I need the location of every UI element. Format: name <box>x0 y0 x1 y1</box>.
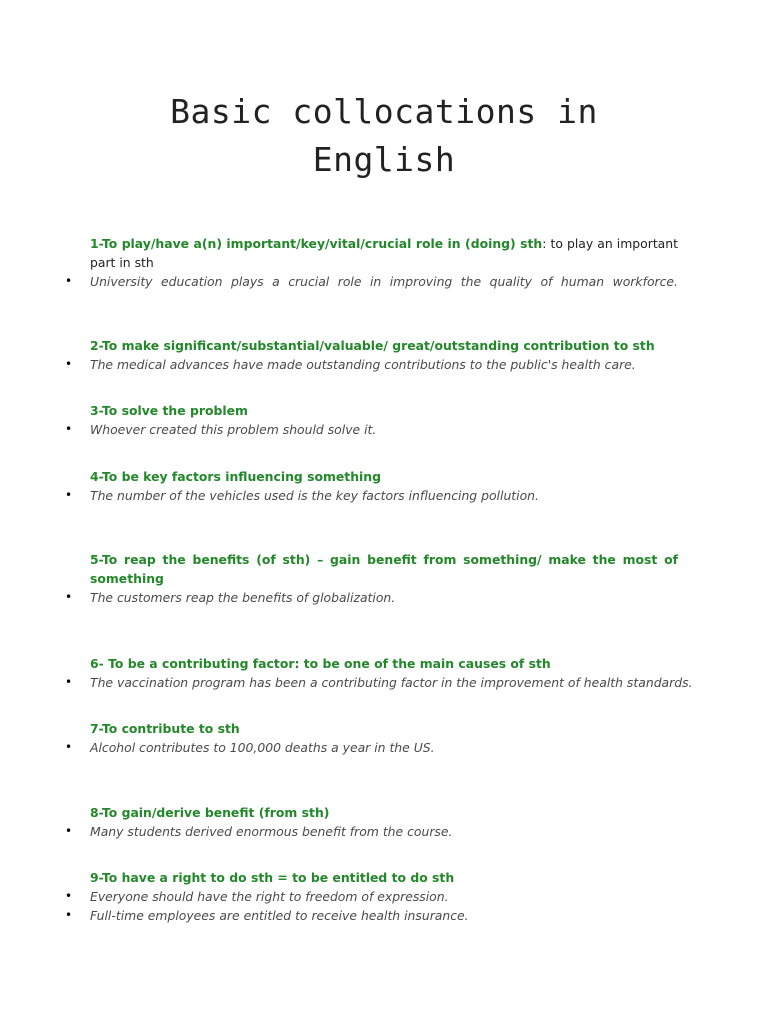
collocation-entry-1 <box>65 234 678 291</box>
example-text: Whoever created this problem should solve it. <box>90 422 377 437</box>
title-line-1: Basic collocations in <box>170 92 598 131</box>
collocation-heading: 2-To make significant/substantial/valuable/ great/outstanding contribution to sth <box>90 338 655 353</box>
collocation-entry-5 <box>65 550 678 607</box>
collocation-entry-7 <box>65 719 678 757</box>
example-text: The medical advances have made outstanding contributions to the public's health care. <box>90 357 636 372</box>
collocation-heading: 7-To contribute to sth <box>90 721 240 736</box>
example-sentence <box>65 486 678 505</box>
example-sentence <box>65 355 678 374</box>
example-text: The customers reap the benefits of globalization. <box>90 590 396 605</box>
title-line-2: English <box>312 140 456 179</box>
collocation-definition: : to play an important part in sth <box>90 236 678 270</box>
example-sentence <box>65 822 678 841</box>
example-text: University education plays a crucial role in improving the quality of human workforce. <box>90 274 678 289</box>
example-sentence <box>65 887 678 906</box>
collocation-entry-3 <box>65 401 678 439</box>
collocation-heading: 4-To be key factors influencing something <box>90 469 381 484</box>
bullet-icon: • <box>65 908 73 922</box>
collocation-entry-2 <box>65 336 678 374</box>
example-text: Full-time employees are entitled to receive health insurance. <box>90 908 469 923</box>
bullet-icon: • <box>65 889 73 903</box>
bullet-icon: • <box>65 824 73 838</box>
bullet-icon: • <box>65 422 73 436</box>
bullet-icon: • <box>65 488 73 502</box>
collocation-heading <box>90 234 678 272</box>
bullet-icon: • <box>65 740 73 754</box>
collocation-heading-text: 1-To play/have a(n) important/key/vital/crucial role in (doing) sth <box>90 236 543 251</box>
collocation-heading: 6- To be a contributing factor: to be one of the main causes of sth <box>90 656 551 671</box>
collocation-entry-9 <box>65 868 678 925</box>
example-text: Everyone should have the right to freedom of expression. <box>90 889 449 904</box>
example-sentence <box>65 673 693 692</box>
example-text: The number of the vehicles used is the key factors influencing pollution. <box>90 488 539 503</box>
example-text: Many students derived enormous benefit from the course. <box>90 824 453 839</box>
bullet-icon: • <box>65 274 73 288</box>
example-sentence <box>65 272 678 291</box>
example-sentence <box>65 906 678 925</box>
collocation-heading: 8-To gain/derive benefit (from sth) <box>90 805 330 820</box>
collocation-entry-4 <box>65 467 678 505</box>
example-sentence <box>65 420 678 439</box>
example-sentence <box>65 588 678 607</box>
page-title <box>0 88 768 184</box>
bullet-icon: • <box>65 675 73 689</box>
example-text: Alcohol contributes to 100,000 deaths a year in the US. <box>90 740 435 755</box>
collocation-heading: 5-To reap the benefits (of sth) – gain benefit from something/ make the most of something <box>90 552 678 586</box>
bullet-icon: • <box>65 590 73 604</box>
bullet-icon: • <box>65 357 73 371</box>
collocation-entry-8 <box>65 803 678 841</box>
example-text: The vaccination program has been a contributing factor in the improvement of health standards. <box>90 675 693 690</box>
collocation-entry-6 <box>65 654 693 692</box>
example-sentence <box>65 738 678 757</box>
collocation-heading: 9-To have a right to do sth = to be entitled to do sth <box>90 870 455 885</box>
collocation-heading: 3-To solve the problem <box>90 403 248 418</box>
